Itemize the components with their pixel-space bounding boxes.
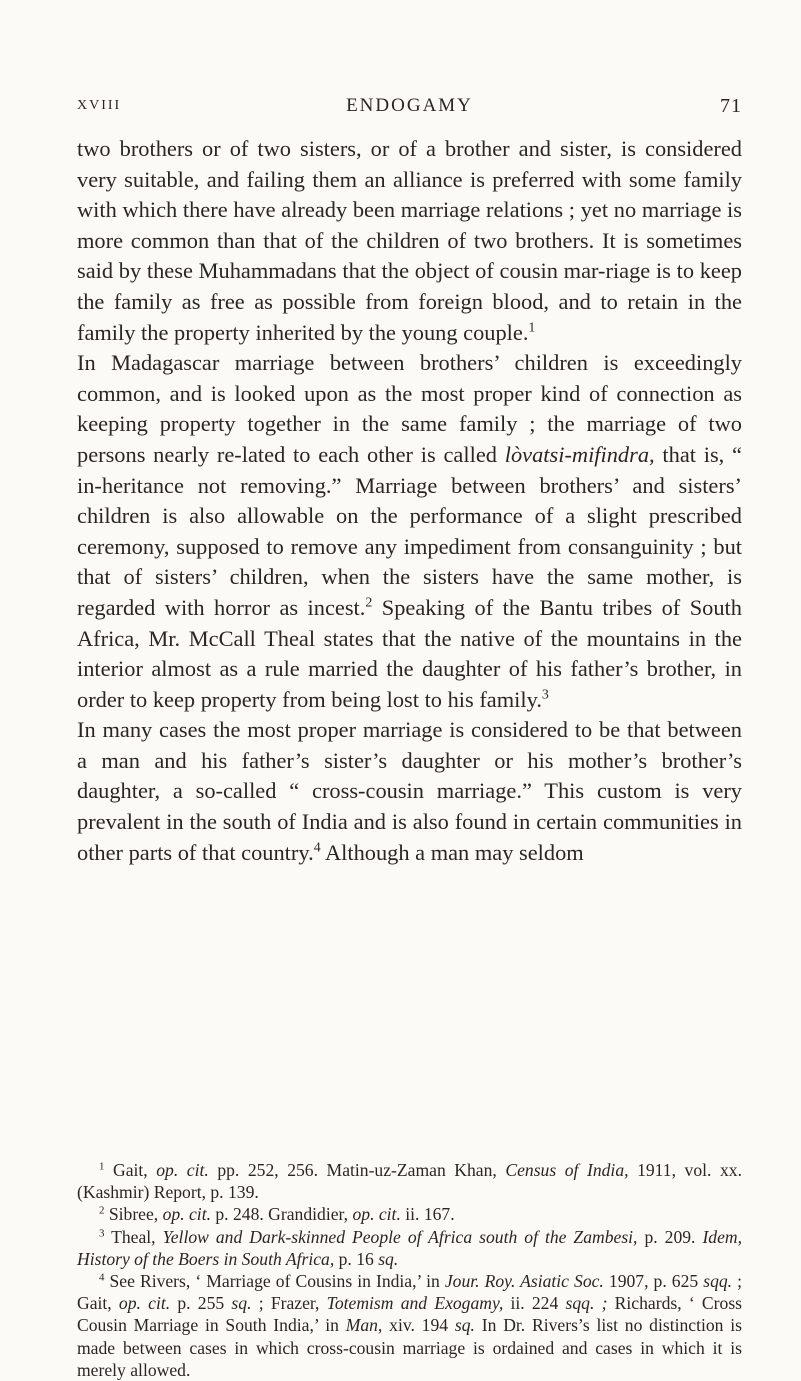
italic-text: sq.: [231, 1293, 252, 1314]
italic-text: op. cit.: [156, 1160, 209, 1180]
text-run: Richards, ‘ Cross Cousin Marriage in South India,’ in: [77, 1293, 743, 1336]
text-run: Speaking of the Bantu tribes of South Africa, Mr. McCall Theal states that the native of the mountains in the interior almost as a rule married the daughter of his father’s brother, in order to keep property from being lost to his family.: [77, 594, 742, 712]
main-text: [77, 134, 742, 868]
footnote-marker: 2: [99, 1204, 105, 1217]
running-header: [77, 93, 742, 119]
footnote-marker: 2: [365, 595, 373, 611]
footnote-marker: 4: [99, 1271, 105, 1284]
footnote-marker: 1: [99, 1160, 105, 1173]
text-run: In Madagascar marriage between brothers’ children is exceedingly common, and is looked upon as the most proper kind of connection as keeping property together in the same family ; the marriage of two persons nearly re-lated to each other is called: [77, 350, 742, 467]
text-run: xiv. 194: [382, 1315, 455, 1336]
italic-text: op. cit.: [352, 1204, 401, 1225]
text-run: ; Gait,: [77, 1271, 743, 1314]
footnotes: [77, 1159, 742, 1381]
text-run: p. 248. Grandidier,: [210, 1204, 353, 1225]
italic-text: sq.: [378, 1248, 399, 1269]
text-run: Although a man may seldom: [320, 839, 584, 865]
text-run: ii. 167.: [400, 1204, 455, 1225]
footnote-4: [77, 1270, 742, 1381]
text-run: Gait,: [104, 1160, 157, 1180]
paragraph-1: [77, 134, 742, 348]
italic-text: Jour. Roy. Asiatic Soc.: [444, 1271, 604, 1292]
paragraph-2: [77, 348, 742, 715]
italic-text: op. cit.: [162, 1204, 211, 1225]
text-run: two brothers or of two sisters, or of a brother and sister, is considered very suitable, and failing them an alliance is preferred with some family with which there have already been marriage relations ; yet no marriage is more common than that of the children of two brothers. It is sometimes said by these Muhammadans that the object of cousin mar-riage is to keep the family as free as possible from foreign blood, and to retain in the family the property inherited by the young couple.: [77, 136, 742, 345]
text-run: p. 16: [334, 1248, 379, 1269]
italic-text: Totemism and Exogamy,: [326, 1293, 504, 1314]
footnote-1: [77, 1159, 742, 1203]
italic-text: Yellow and Dark-skinned People of Africa south of the Zambesi,: [162, 1226, 638, 1247]
text-run: p. 209.: [637, 1226, 703, 1247]
italic-text: Idem, History of the Boers in South Africa,: [77, 1226, 743, 1269]
page-number: 71: [720, 95, 742, 117]
italic-text: sqq. ;: [565, 1293, 608, 1314]
italic-text: op. cit.: [118, 1293, 171, 1314]
footnote-2: [77, 1203, 742, 1225]
italic-text: sqq.: [703, 1271, 733, 1292]
text-run: In many cases the most proper marriage is considered to be that between a man and his father’s sister’s daughter or his mother’s brother’s daughter, a so-called “ cross-cousin marriage.” This custom is very prevalent in the south of India and is also found in certain communities in other parts of that country.: [77, 717, 742, 865]
italic-text: Census of India,: [505, 1160, 629, 1180]
text-run: 1911, vol. xx. (Kashmir) Report, p. 139.: [77, 1160, 742, 1203]
italic-text: lòvatsi-mifindra,: [504, 441, 655, 467]
footnote-marker: 1: [528, 320, 536, 336]
text-run: 1907, p. 625: [603, 1271, 704, 1292]
footnote-3: [77, 1226, 742, 1270]
footnote-marker: 4: [313, 840, 321, 856]
italic-text: Man,: [345, 1315, 383, 1336]
text-run: See Rivers, ‘ Marriage of Cousins in India,’ in: [104, 1271, 445, 1292]
paragraph-3: [77, 715, 742, 868]
text-run: pp. 252, 256. Matin-uz-Zaman Khan,: [208, 1160, 506, 1180]
italic-text: sq.: [454, 1315, 475, 1336]
text-run: Theal,: [104, 1226, 163, 1247]
text-run: that is, “ in-heritance not removing.” Marriage between brothers’ and sisters’ children is also allowable on the performance of a slight prescribed ceremony, supposed to remove any impediment from consanguinity ; but that of sisters’ children, when the sisters have the same mother, is regarded with horror as incest.: [77, 441, 742, 620]
text-run: In Dr. Rivers’s list no distinction is made between cases in which cross-cousin marriage is ordained and cases in which it is merely allowed.: [77, 1315, 742, 1380]
text-run: p. 255: [170, 1293, 232, 1314]
chapter-number: XVIII: [77, 98, 122, 113]
text-run: Sibree,: [104, 1204, 163, 1225]
text-run: ; Frazer,: [251, 1293, 327, 1314]
text-run: ii. 224: [503, 1293, 566, 1314]
running-title: ENDOGAMY: [346, 95, 473, 116]
footnote-marker: 3: [99, 1227, 105, 1240]
footnote-marker: 3: [541, 687, 549, 703]
